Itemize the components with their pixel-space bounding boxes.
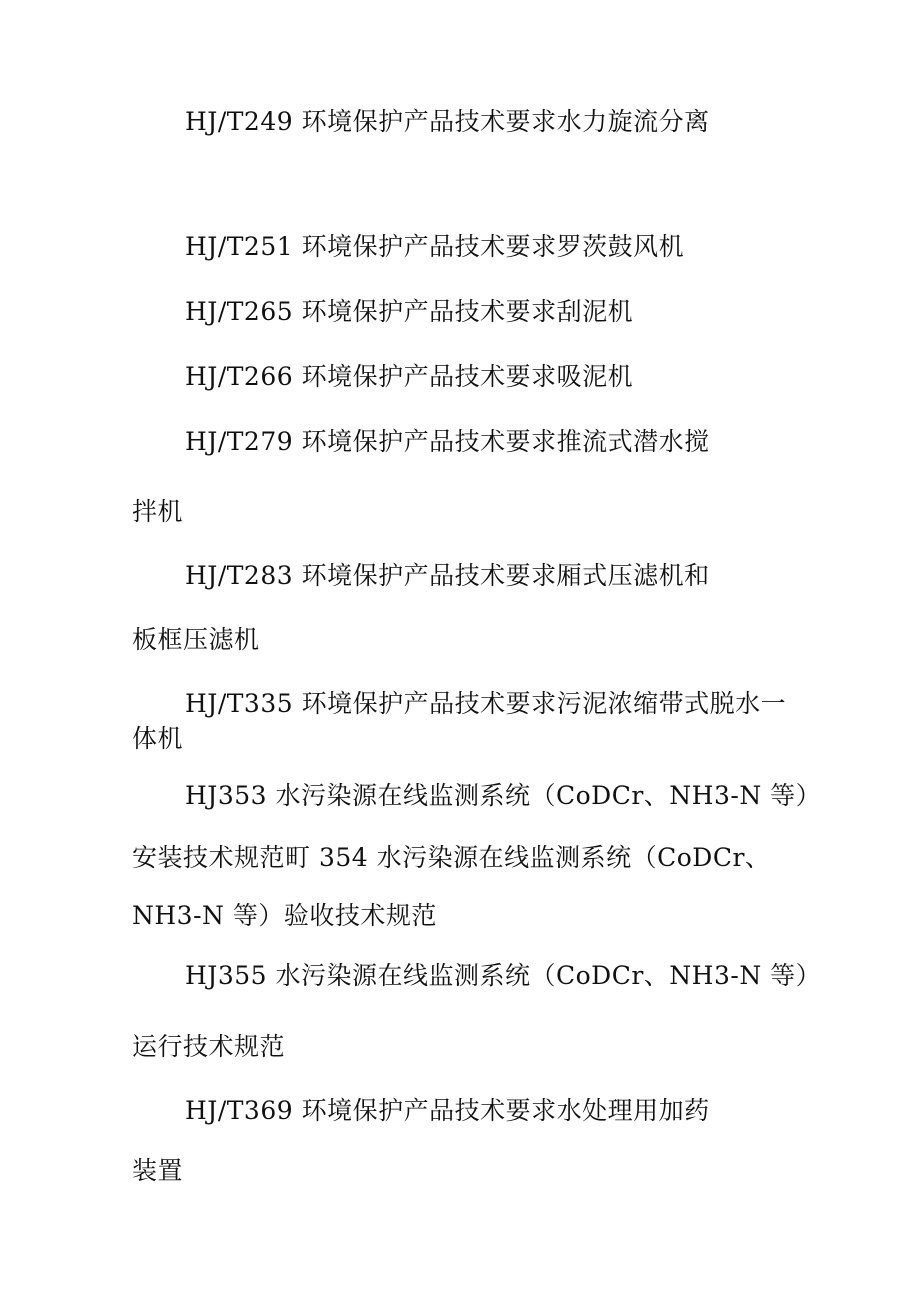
standard-hjt249-line: HJ/T249 环境保护产品技术要求水力旋流分离: [185, 107, 710, 136]
standard-hjt335-line: HJ/T335 环境保护产品技术要求污泥浓缩带式脱水一: [185, 689, 787, 718]
standard-hjt279-continuation: 拌机: [132, 497, 184, 526]
standard-hjt283-line: HJ/T283 环境保护产品技术要求厢式压滤机和: [185, 561, 710, 590]
standard-hjt279-line: HJ/T279 环境保护产品技术要求推流式潜水搅: [185, 427, 710, 456]
standard-hjt369-continuation: 装置: [132, 1156, 184, 1185]
standard-hjt266-line: HJ/T266 环境保护产品技术要求吸泥机: [185, 362, 634, 391]
standard-hj355-continuation: 运行技术规范: [132, 1032, 286, 1061]
standard-hjt335-continuation: 体机: [132, 724, 184, 753]
standard-hjt369-line: HJ/T369 环境保护产品技术要求水处理用加药: [185, 1096, 710, 1125]
standard-hj353-line: HJ353 水污染源在线监测系统（CoDCr、NH3-N 等）: [185, 781, 822, 810]
standard-hj354-continuation: NH3-N 等）验收技术规范: [132, 901, 437, 930]
standard-hjt283-continuation: 板框压滤机: [132, 625, 260, 654]
standard-hj353-continuation: 安装技术规范町 354 水污染源在线监测系统（CoDCr、: [132, 843, 771, 872]
standard-hj355-line: HJ355 水污染源在线监测系统（CoDCr、NH3-N 等）: [185, 961, 822, 990]
standard-hjt251-line: HJ/T251 环境保护产品技术要求罗茨鼓风机: [185, 232, 685, 261]
standard-hjt265-line: HJ/T265 环境保护产品技术要求刮泥机: [185, 297, 634, 326]
